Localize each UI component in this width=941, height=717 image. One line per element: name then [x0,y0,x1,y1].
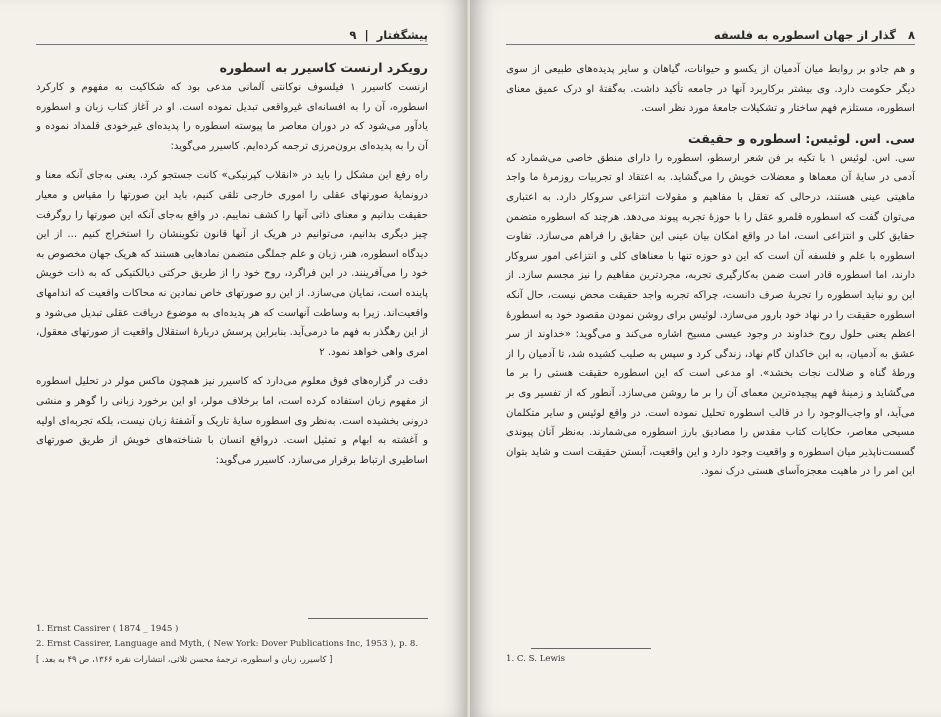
right-page [470,0,941,717]
block-quote: راه رفع این مشکل را باید در «انقلاب کپرنیکی» کانت جستجو کرد. یعنی به‌جای آنکه معنا و درونمایهٔ صورتهای عقلی را اموری خارجی تلقی کنیم، باید این صورتها را مقیاس و معیار حقیقت بدانیم و معنای ذاتی آنها را کشف نماییم. در واقع به‌جای آنکه این صورتها را روگرفت چیز دیگری بدانیم، می‌توانیم در هریک از آنها قانون تکوینشان را استخراج کنیم ... از این دیدگاه اسطوره، هنر، زبان و علم جملگی متضمن نمادهایی هستند که هریک جهان مخصوص به خود را می‌آفرینند. در این فراگرد، روح خود را از طریق حرکتی دیالکتیکی که به ذات خویش پاینده است، نمایان می‌سازد. از این رو صورتهای خاص نمادین نه محاکات واقعیت که اندامهای واقعیت‌اند. زیرا به وساطت آنهاست که هر پدیده‌ای به موضوع دریافت عقلی تبدیل می‌شود و از این رهگذر به فهم ما درمی‌آید. بنابراین پرسش دربارهٔ استقلال واقعیت از صورتهای معقول، امری واهی خواهد نمود. ۲ [36,170,428,358]
left-page-body [36,58,428,470]
header-rule [506,44,915,45]
header-rule [36,44,428,45]
paragraph: و هم جادو بر روابط میان آدمیان از یکسو و حیوانات، گیاهان و سایر پدیده‌های طبیعی از سوی دیگر حکومت دارد. وی بیشتر برکاربرد آنها در جامعه تأکید داشت. به‌گفتهٔ او درک عمیق معنای اسطوره، مستلزم فهم ساختار و تشکیلات جامعهٔ مورد نظر است. [506,64,915,115]
page-number: ۸ [907,28,915,42]
footnote: 1. Ernst Cassirer ( 1874 _ 1945 ) [36,624,179,634]
section-heading: سی. اس. لوئیس: اسطوره و حقیقت [688,130,915,146]
running-header [506,28,915,42]
footnotes [36,622,428,667]
left-page [0,0,468,717]
page-number: ۹ [349,28,357,42]
footnote-rule [531,648,651,649]
footnote-translation: [ کاسیرر، زبان و اسطوره، ترجمهٔ محسن ثلاثی، انتشارات نقره ۱۳۶۶، ص ۴۹ به بعد. ] [36,654,333,664]
header-title: گذار از جهان اسطوره به فلسفه [713,28,896,42]
header-title: پیشگفتار [376,28,428,42]
running-header: پیشگفتار | ۹ [349,28,428,42]
section-heading: رویکرد ارنست کاسیرر به اسطوره [219,60,428,75]
footnotes [506,652,915,667]
footnote-rule [308,618,428,619]
right-page-body [506,60,915,482]
paragraph: دقت در گزاره‌های فوق معلوم می‌دارد که کاسیرر نیز همچون ماکس مولر در تحلیل اسطوره از مفهوم زبان استفاده کرده است، اما برخلاف مولر، او این برخورد زبانی را گوهر و منشی درونی بخشیده است. به‌نظر وی اسطوره سایهٔ تاریک و آشفتهٔ زبان نیست، بلکه تجربه‌ای اولیه و آغشته به ابهام و تمثیل است. درواقع انسان با شناخته‌های خویش از طریق صورتهای اساطیری ارتباط برقرار می‌سازد. کاسیرر می‌گوید: [36,376,428,466]
paragraph: ارنست کاسیرر ۱ فیلسوف نوکانتی آلمانی مدعی بود که شکاکیت به مفهوم و کارکرد اسطوره، آن را به افسانه‌ای غیرواقعی تبدیل نموده است. او در آغاز کتاب زبان و اسطوره یادآور می‌شود که در دوران معاصر ما پیوسته اسطوره را پدیده‌ای غیرخودی قلمداد نموده و آن را به پدیده‌ای برون‌مرزی ترجمه کرده‌ایم. کاسیرر می‌گوید: [36,82,429,152]
paragraph: سی. اس. لوئیس ۱ با تکیه بر فن شعر ارسطو، اسطوره را دارای منطق خاصی می‌شمارد که آدمی در سایهٔ آن معماها و معضلات خویش را می‌گشاید. به اعتقاد او تجربیات روزمرهٔ ما واجد ماهیتی عینی هستند، درحالی که تعقل با مفاهیم و مقولات انتزاعی سروکار دارد. به اعتباری می‌توان گفت که اسطوره قلمرو عقل را با حوزهٔ تجربه پیوند می‌دهد. هرچند که اسطوره متضمن حقایق کلی و انتزاعی است، اما در واقع امکان بیان عینی این حقایق را فراهم می‌سازد. تفاوت اسطوره با علم و فلسفه آن است که این دو حوزه تنها با معناهای کلی و انتزاعی امور سروکار دارند، اما اسطوره قادر است ضمن به‌کارگیری تجربه، مجردترین مفاهیم را نیز مجسم سازد. از این رو نباید اسطوره را تجربهٔ صرف دانست، چراکه تجربه واجد حقیقت محض نیست، حال آنکه اسطوره حقیقت را در نهاد خود بارور می‌سازد. لوئیس برای روشن نمودن مقصود خود به اسطورهٔ اعظم یعنی حلول روح خداوند در وجود عیسی مسیح اشاره می‌کند و می‌گوید: «خداوند از سر عشق به آدمیان، به این خاکدان گام نهاد، زندگی کرد و سپس به صلیب کشیده شد، تا آدمیان را از ورطهٔ گناه و ضلالت نجات بخشد». او مدعی است که این اسطوره حقیقت هستی را بر ما می‌گشاید و زمینهٔ فهم پیچیده‌ترین معمای آن را بر ما روشن می‌سازد. آنطور که از تفسیر وی بر می‌آید، او واجب‌الوجود را در قالب اسطوره تحلیل نموده است. در واقع لوئیس و سایر متکلمان مسیحی معاصر، حکایات کتاب مقدس را مصادیق بارز اسطوره می‌شمارند. به‌نظر آنان پیوندی گسست‌ناپذیر میان اسطوره و واقعیت وجود دارد و این واقعیت، آبستن حقیقت است و شاید بتوان این امر را در ماهیت معجزه‌آسای هستی درک نمود. [506,152,916,478]
footnote: 1. C. S. Lewis [506,654,566,664]
footnote: 2. Ernst Cassirer, Language and Myth, ( New York: Dover Publications Inc, 1953 ), p. 8. [36,639,419,649]
